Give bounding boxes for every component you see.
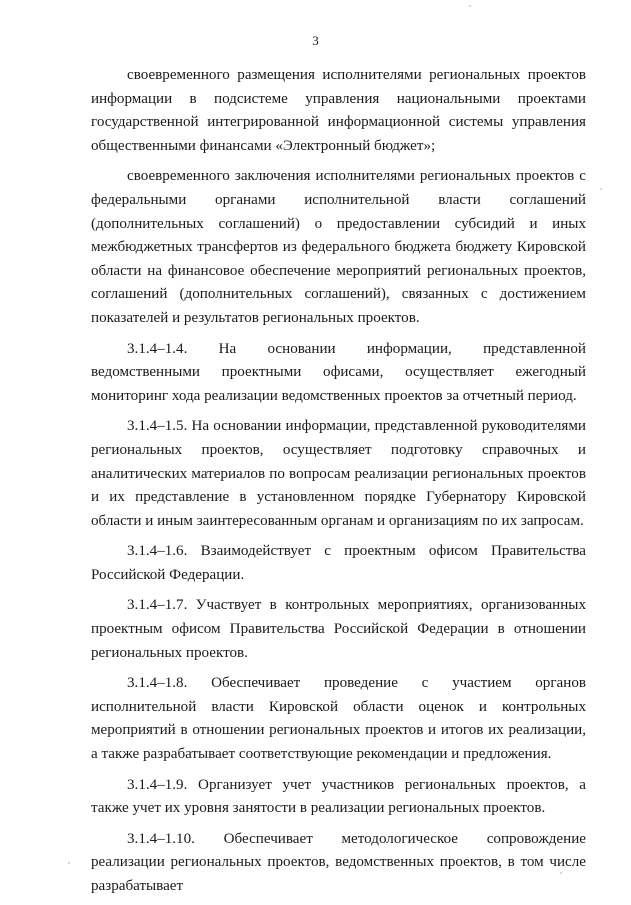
- paragraph: своевременного размещения исполнителями региональных проектов информации в подсистеме управления национальными проектами государственной интегрированной информационной системы управления общественными финансами «Электронный бюджет»;: [91, 67, 586, 154]
- paragraph: своевременного заключения исполнителями региональных проектов с федеральными органами исполнительной власти соглашений (дополнительных соглашений) о предоставлении субсидий и иных межбюджетных трансфертов из федерального бюджета бюджету Кировской области на финансовое обеспечение мероприятий региональных проектов, соглашений (дополнительных соглашений), связанных с достижением показателей и результатов региональных проектов.: [91, 168, 586, 326]
- paragraph: 3.1.4–1.7. Участвует в контрольных мероприятиях, организованных проектным офисом Правительства Российской Федерации в отношении региональных проектов.: [91, 597, 586, 661]
- scan-speck: [560, 872, 562, 874]
- scan-speck: [469, 5, 471, 7]
- paragraph: 3.1.4–1.10. Обеспечивает методологическое сопровождение реализации региональных проектов, ведомственных проектов, в том числе разрабатывает: [91, 830, 586, 894]
- document-body: [91, 64, 586, 899]
- paragraph: 3.1.4–1.9. Организует учет участников региональных проектов, а также учет их уровня занятости в реализации региональных проектов.: [91, 776, 586, 817]
- paragraph: 3.1.4–1.5. На основании информации, представленной руководителями региональных проектов, осуществляет подготовку справочных и аналитических материалов по вопросам реализации региональных проектов и их представление в установленном порядке Губернатору Кировской области и иным заинтересованным органам и организациям по их запросам.: [91, 418, 586, 529]
- scan-speck: [68, 862, 70, 864]
- paragraph: 3.1.4–1.8. Обеспечивает проведение с участием органов исполнительной власти Кировской области оценок и контрольных мероприятий в отношении региональных проектов и итогов их реализации, а также разрабатывает соответствующие рекомендации и предложения.: [91, 675, 586, 763]
- scan-speck: [600, 188, 602, 190]
- page-number: 3: [312, 33, 319, 48]
- paragraph: 3.1.4–1.6. Взаимодействует с проектным офисом Правительства Российской Федерации.: [91, 543, 586, 583]
- paragraph: 3.1.4–1.4. На основании информации, представленной ведомственными проектными офисами, осуществляет ежегодный мониторинг хода реализации ведомственных проектов за отчетный период.: [91, 340, 586, 404]
